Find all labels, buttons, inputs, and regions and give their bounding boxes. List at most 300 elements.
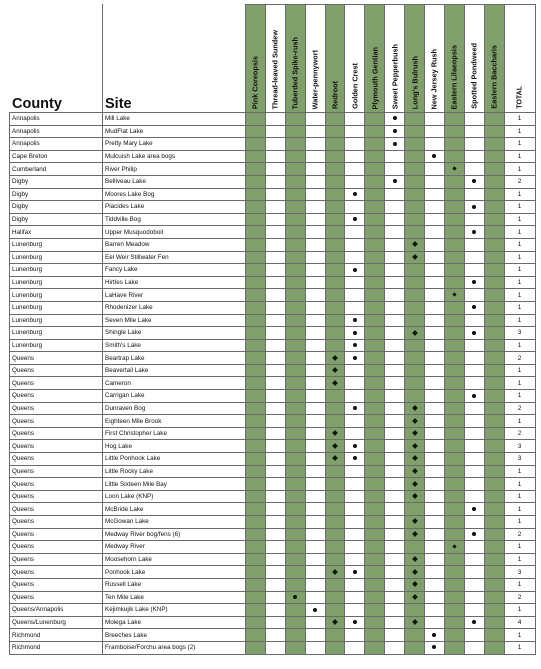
site-cell: Placides Lake <box>103 201 246 214</box>
species-presence-cell <box>444 276 464 289</box>
presence-dot-icon <box>472 507 476 511</box>
county-cell: Queens <box>10 503 103 516</box>
total-cell: 2 <box>504 528 535 541</box>
presence-dot-icon <box>432 645 436 649</box>
site-cell: Dunraven Bog <box>103 402 246 415</box>
species-presence-cell <box>385 352 405 365</box>
county-cell: Digby <box>10 188 103 201</box>
species-presence-cell <box>464 264 484 277</box>
presence-diamond-icon <box>412 531 418 537</box>
species-presence-cell <box>385 641 405 654</box>
species-presence-cell <box>305 377 325 390</box>
species-header-label: Golden Crest <box>350 63 360 109</box>
species-column-header <box>325 5 345 113</box>
county-cell: Annapolis <box>10 138 103 151</box>
species-presence-cell <box>405 465 425 478</box>
species-presence-cell <box>246 188 266 201</box>
species-presence-cell <box>305 226 325 239</box>
species-presence-cell <box>345 276 365 289</box>
species-presence-cell <box>345 465 365 478</box>
species-presence-cell <box>385 415 405 428</box>
species-presence-cell <box>365 238 385 251</box>
presence-dot-icon <box>353 570 357 574</box>
county-cell: Lunenburg <box>10 327 103 340</box>
species-presence-cell <box>285 402 305 415</box>
species-presence-cell <box>444 150 464 163</box>
total-cell: 1 <box>504 113 535 126</box>
total-cell: 1 <box>504 339 535 352</box>
species-presence-cell <box>425 150 445 163</box>
species-presence-cell <box>325 201 345 214</box>
county-cell: Queens <box>10 352 103 365</box>
species-presence-cell <box>345 201 365 214</box>
table-row <box>10 516 536 529</box>
species-presence-cell <box>385 541 405 554</box>
total-cell: 1 <box>504 478 535 491</box>
species-header-label: New Jersey Rush <box>429 48 439 109</box>
species-presence-cell <box>285 175 305 188</box>
species-presence-cell <box>484 440 504 453</box>
species-header-label: Eastern Lilaeopsis <box>449 44 459 109</box>
species-presence-cell <box>405 478 425 491</box>
species-presence-cell <box>246 629 266 642</box>
species-presence-cell <box>325 327 345 340</box>
county-cell: Digby <box>10 213 103 226</box>
site-cell: McGowan Lake <box>103 516 246 529</box>
site-cell: Little Ponhook Lake <box>103 453 246 466</box>
species-presence-cell <box>385 226 405 239</box>
species-presence-cell <box>246 440 266 453</box>
species-presence-cell <box>464 314 484 327</box>
species-presence-cell <box>345 113 365 126</box>
species-presence-cell <box>305 503 325 516</box>
table-row <box>10 390 536 403</box>
total-cell: 1 <box>504 541 535 554</box>
species-presence-cell <box>464 327 484 340</box>
species-presence-cell <box>305 440 325 453</box>
total-cell: 1 <box>504 125 535 138</box>
species-presence-cell <box>484 591 504 604</box>
total-cell: 3 <box>504 440 535 453</box>
species-presence-cell <box>444 264 464 277</box>
site-cell: Mulcuish Lake area bogs <box>103 150 246 163</box>
species-header-label: Sweet Pepperbush <box>390 43 400 109</box>
species-presence-cell <box>345 629 365 642</box>
species-presence-cell <box>385 125 405 138</box>
species-presence-cell <box>405 251 425 264</box>
species-presence-cell <box>265 578 285 591</box>
species-presence-cell <box>345 390 365 403</box>
species-header-label: Eastern Baccharis <box>489 45 499 109</box>
species-presence-cell <box>425 415 445 428</box>
species-presence-cell <box>305 541 325 554</box>
species-presence-cell <box>444 415 464 428</box>
species-presence-cell <box>325 276 345 289</box>
total-cell: 1 <box>504 276 535 289</box>
species-presence-cell <box>305 238 325 251</box>
species-presence-cell <box>345 251 365 264</box>
species-presence-cell <box>365 427 385 440</box>
species-presence-cell <box>365 352 385 365</box>
presence-diamond-icon <box>452 293 456 297</box>
species-presence-cell <box>305 175 325 188</box>
species-presence-cell <box>385 402 405 415</box>
species-presence-cell <box>265 150 285 163</box>
species-presence-cell <box>464 402 484 415</box>
species-presence-cell <box>285 301 305 314</box>
species-presence-cell <box>425 175 445 188</box>
species-presence-cell <box>444 301 464 314</box>
species-presence-cell <box>405 150 425 163</box>
species-presence-cell <box>285 352 305 365</box>
species-presence-cell <box>325 629 345 642</box>
species-presence-cell <box>425 276 445 289</box>
species-presence-cell <box>285 465 305 478</box>
species-presence-cell <box>265 276 285 289</box>
species-presence-cell <box>285 578 305 591</box>
species-presence-cell <box>265 238 285 251</box>
species-presence-cell <box>444 390 464 403</box>
species-presence-cell <box>325 553 345 566</box>
species-presence-cell <box>444 327 464 340</box>
total-cell: 1 <box>504 226 535 239</box>
species-presence-cell <box>345 314 365 327</box>
species-presence-cell <box>345 516 365 529</box>
species-presence-cell <box>484 427 504 440</box>
species-presence-cell <box>385 339 405 352</box>
presence-dot-icon <box>472 394 476 398</box>
county-cell: Lunenburg <box>10 301 103 314</box>
site-cell: Shingle Lake <box>103 327 246 340</box>
total-cell: 1 <box>504 629 535 642</box>
presence-diamond-icon <box>332 430 338 436</box>
species-presence-cell <box>285 251 305 264</box>
species-presence-cell <box>425 516 445 529</box>
species-presence-cell <box>305 528 325 541</box>
species-presence-cell <box>444 503 464 516</box>
species-presence-cell <box>246 591 266 604</box>
species-presence-cell <box>444 125 464 138</box>
species-presence-cell <box>464 125 484 138</box>
table-row <box>10 138 536 151</box>
presence-dot-icon <box>393 129 397 133</box>
total-cell: 1 <box>504 238 535 251</box>
species-presence-cell <box>365 327 385 340</box>
species-presence-cell <box>464 175 484 188</box>
total-cell: 1 <box>504 201 535 214</box>
table-row <box>10 503 536 516</box>
species-presence-cell <box>425 377 445 390</box>
species-presence-cell <box>285 641 305 654</box>
species-presence-cell <box>265 364 285 377</box>
total-cell: 1 <box>504 213 535 226</box>
county-cell: Halifax <box>10 226 103 239</box>
table-row <box>10 327 536 340</box>
species-presence-cell <box>265 453 285 466</box>
species-column-header <box>464 5 484 113</box>
species-column-header <box>285 5 305 113</box>
species-presence-cell <box>285 440 305 453</box>
county-cell: Lunenburg <box>10 339 103 352</box>
species-presence-cell <box>265 339 285 352</box>
species-presence-cell <box>484 402 504 415</box>
species-presence-cell <box>444 238 464 251</box>
total-cell: 1 <box>504 516 535 529</box>
county-cell: Cape Breton <box>10 150 103 163</box>
species-presence-cell <box>484 276 504 289</box>
species-presence-cell <box>464 453 484 466</box>
species-presence-cell <box>464 188 484 201</box>
species-presence-cell <box>265 264 285 277</box>
species-presence-cell <box>325 138 345 151</box>
species-presence-cell <box>325 566 345 579</box>
species-presence-cell <box>365 301 385 314</box>
table-row <box>10 641 536 654</box>
presence-diamond-icon <box>452 167 456 171</box>
species-presence-cell <box>325 339 345 352</box>
species-presence-cell <box>305 453 325 466</box>
species-column-header <box>345 5 365 113</box>
species-presence-cell <box>305 113 325 126</box>
species-presence-cell <box>365 591 385 604</box>
species-presence-cell <box>444 163 464 176</box>
species-presence-cell <box>484 339 504 352</box>
species-presence-cell <box>325 188 345 201</box>
county-cell: Queens <box>10 516 103 529</box>
species-presence-cell <box>444 478 464 491</box>
total-cell: 3 <box>504 566 535 579</box>
species-presence-cell <box>464 238 484 251</box>
species-presence-cell <box>405 364 425 377</box>
county-cell: Queens <box>10 390 103 403</box>
site-column-header: Site <box>103 5 246 113</box>
species-presence-cell <box>325 251 345 264</box>
species-presence-cell <box>464 591 484 604</box>
species-presence-cell <box>285 503 305 516</box>
species-presence-cell <box>484 314 504 327</box>
species-presence-cell <box>246 289 266 302</box>
species-presence-cell <box>365 276 385 289</box>
species-presence-cell <box>285 516 305 529</box>
species-presence-cell <box>425 641 445 654</box>
site-cell: Mill Lake <box>103 113 246 126</box>
species-presence-cell <box>484 113 504 126</box>
species-presence-cell <box>405 352 425 365</box>
species-presence-cell <box>365 528 385 541</box>
species-presence-cell <box>265 478 285 491</box>
table-row <box>10 289 536 302</box>
species-presence-cell <box>285 629 305 642</box>
table-row <box>10 125 536 138</box>
species-presence-cell <box>464 478 484 491</box>
species-presence-cell <box>365 566 385 579</box>
species-presence-cell <box>265 629 285 642</box>
species-presence-cell <box>325 163 345 176</box>
species-presence-cell <box>305 188 325 201</box>
species-presence-cell <box>305 415 325 428</box>
table-row <box>10 490 536 503</box>
species-presence-cell <box>265 566 285 579</box>
county-cell: Queens <box>10 364 103 377</box>
total-cell: 1 <box>504 641 535 654</box>
presence-diamond-icon <box>412 481 418 487</box>
species-presence-cell <box>464 629 484 642</box>
species-presence-cell <box>365 402 385 415</box>
species-by-site-table <box>9 4 536 655</box>
table-row <box>10 553 536 566</box>
species-presence-cell <box>265 528 285 541</box>
species-presence-cell <box>305 553 325 566</box>
species-presence-cell <box>325 578 345 591</box>
species-presence-cell <box>405 490 425 503</box>
presence-dot-icon <box>353 192 357 196</box>
species-presence-cell <box>345 453 365 466</box>
species-presence-cell <box>246 402 266 415</box>
species-presence-cell <box>444 201 464 214</box>
species-presence-cell <box>246 314 266 327</box>
species-presence-cell <box>365 138 385 151</box>
county-cell: Richmond <box>10 629 103 642</box>
species-presence-cell <box>385 238 405 251</box>
species-column-header <box>305 5 325 113</box>
species-presence-cell <box>305 125 325 138</box>
site-cell: Medway River bog/fens (6) <box>103 528 246 541</box>
species-presence-cell <box>365 541 385 554</box>
species-presence-cell <box>325 352 345 365</box>
species-presence-cell <box>305 251 325 264</box>
total-cell: 1 <box>504 604 535 617</box>
species-presence-cell <box>444 352 464 365</box>
site-cell: Ponhook Lake <box>103 566 246 579</box>
county-cell: Lunenburg <box>10 264 103 277</box>
species-presence-cell <box>265 604 285 617</box>
species-presence-cell <box>246 528 266 541</box>
species-presence-cell <box>405 415 425 428</box>
species-presence-cell <box>325 465 345 478</box>
species-presence-cell <box>265 301 285 314</box>
species-presence-cell <box>425 402 445 415</box>
species-presence-cell <box>405 163 425 176</box>
site-cell: Carrigan Lake <box>103 390 246 403</box>
species-presence-cell <box>385 150 405 163</box>
species-presence-cell <box>305 339 325 352</box>
species-presence-cell <box>484 352 504 365</box>
presence-dot-icon <box>472 205 476 209</box>
species-presence-cell <box>345 616 365 629</box>
species-header-label: Water-pennywort <box>310 49 320 109</box>
species-presence-cell <box>265 440 285 453</box>
species-presence-cell <box>285 188 305 201</box>
species-presence-cell <box>484 327 504 340</box>
species-presence-cell <box>464 301 484 314</box>
species-presence-cell <box>305 138 325 151</box>
species-presence-cell <box>345 402 365 415</box>
site-cell: Moosehorn Lake <box>103 553 246 566</box>
species-presence-cell <box>464 213 484 226</box>
species-presence-cell <box>405 641 425 654</box>
county-cell: Queens <box>10 578 103 591</box>
species-presence-cell <box>285 377 305 390</box>
presence-diamond-icon <box>412 594 418 600</box>
species-presence-cell <box>285 238 305 251</box>
species-presence-cell <box>405 138 425 151</box>
species-presence-cell <box>325 213 345 226</box>
species-presence-cell <box>325 503 345 516</box>
species-presence-cell <box>246 641 266 654</box>
table-row <box>10 465 536 478</box>
species-presence-cell <box>405 516 425 529</box>
species-presence-cell <box>305 276 325 289</box>
species-presence-cell <box>484 390 504 403</box>
total-cell: 1 <box>504 578 535 591</box>
species-column-header <box>246 5 266 113</box>
species-column-header <box>444 5 464 113</box>
species-presence-cell <box>425 390 445 403</box>
species-presence-cell <box>246 390 266 403</box>
species-presence-cell <box>325 516 345 529</box>
county-column-header: County <box>10 5 103 113</box>
species-presence-cell <box>385 213 405 226</box>
species-presence-cell <box>444 629 464 642</box>
species-presence-cell <box>345 478 365 491</box>
species-presence-cell <box>345 150 365 163</box>
species-presence-cell <box>325 289 345 302</box>
species-presence-cell <box>385 327 405 340</box>
presence-diamond-icon <box>412 619 418 625</box>
species-presence-cell <box>246 301 266 314</box>
total-cell: 1 <box>504 415 535 428</box>
species-presence-cell <box>246 427 266 440</box>
species-presence-cell <box>385 453 405 466</box>
species-presence-cell <box>365 113 385 126</box>
county-cell: Queens/Lunenburg <box>10 616 103 629</box>
table-row <box>10 213 536 226</box>
species-presence-cell <box>265 213 285 226</box>
species-presence-cell <box>265 553 285 566</box>
species-presence-cell <box>345 213 365 226</box>
species-presence-cell <box>285 616 305 629</box>
presence-dot-icon <box>472 331 476 335</box>
presence-diamond-icon <box>412 569 418 575</box>
presence-diamond-icon <box>332 367 338 373</box>
species-presence-cell <box>464 440 484 453</box>
species-presence-cell <box>246 503 266 516</box>
species-presence-cell <box>285 226 305 239</box>
total-cell: 1 <box>504 264 535 277</box>
species-presence-cell <box>444 364 464 377</box>
species-presence-cell <box>425 213 445 226</box>
table-row <box>10 616 536 629</box>
species-presence-cell <box>365 490 385 503</box>
species-presence-cell <box>425 478 445 491</box>
species-presence-cell <box>365 390 385 403</box>
species-presence-cell <box>365 251 385 264</box>
species-presence-cell <box>325 125 345 138</box>
species-presence-cell <box>444 516 464 529</box>
species-presence-cell <box>425 453 445 466</box>
species-presence-cell <box>305 490 325 503</box>
species-column-header <box>484 5 504 113</box>
table-row <box>10 566 536 579</box>
species-presence-cell <box>305 641 325 654</box>
species-presence-cell <box>484 453 504 466</box>
species-presence-cell <box>285 478 305 491</box>
species-presence-cell <box>365 163 385 176</box>
total-cell: 3 <box>504 453 535 466</box>
species-presence-cell <box>484 415 504 428</box>
site-cell: Pretty Mary Lake <box>103 138 246 151</box>
species-presence-cell <box>464 503 484 516</box>
